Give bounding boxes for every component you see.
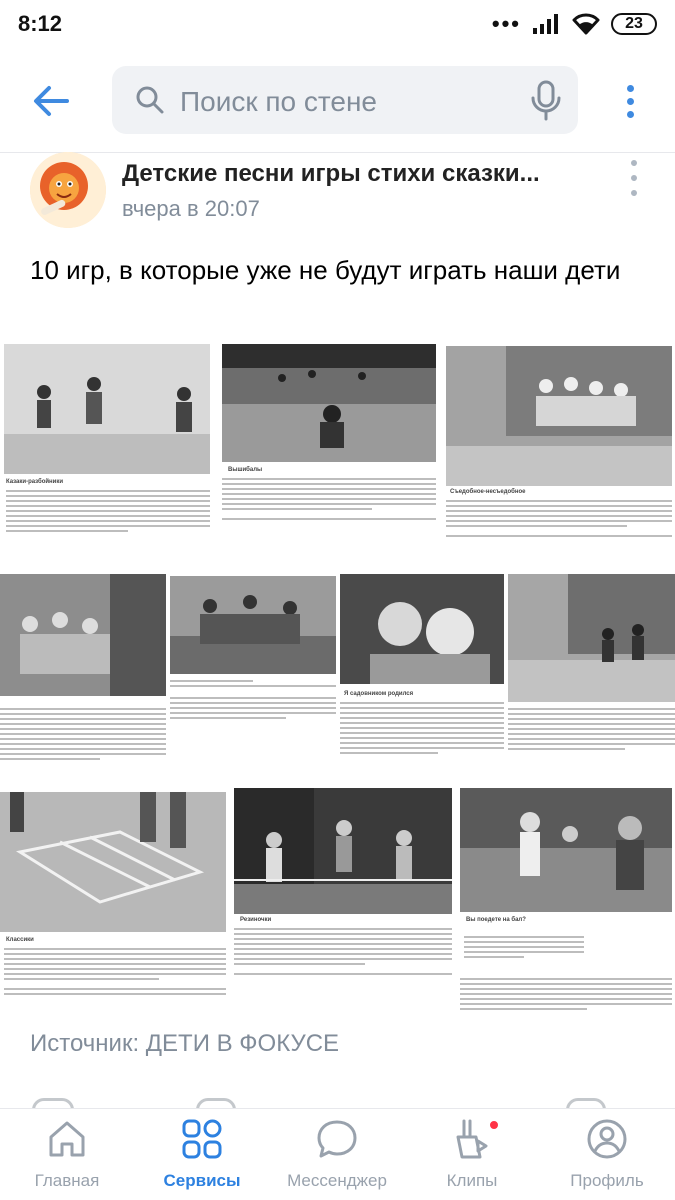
photo-gardener [340, 574, 504, 684]
photo-cossacks [4, 344, 210, 474]
caption-hopscotch: Классики [6, 937, 34, 943]
tab-home[interactable] [7, 1117, 127, 1200]
caption-gardener: Я садовником родился [344, 691, 414, 697]
post-menu-button[interactable] [626, 160, 642, 196]
more-dot-icon [627, 85, 634, 92]
post-author[interactable]: Детские песни игры стихи сказки... [122, 160, 540, 187]
text-block [508, 708, 675, 753]
text-block [4, 948, 226, 998]
more-dot-icon [627, 98, 634, 105]
services-icon [180, 1117, 224, 1161]
text-block [222, 478, 436, 523]
bottom-tab-bar [0, 1108, 675, 1200]
post-source[interactable]: Источник: ДЕТИ В ФОКУСЕ [30, 1030, 340, 1057]
microphone-icon[interactable] [530, 80, 562, 122]
signal-icon [531, 13, 561, 35]
top-bar [0, 60, 675, 140]
tab-label: Сервисы [163, 1171, 241, 1190]
arrow-left-icon [31, 84, 71, 118]
text-block [6, 490, 210, 535]
photo-kids-run [170, 576, 336, 674]
text-block [0, 708, 166, 763]
caption-cossacks: Казаки-разбойники [6, 479, 64, 485]
photo-elastic [234, 788, 452, 914]
tab-label: Профиль [570, 1171, 644, 1190]
status-bar [0, 0, 675, 48]
caption-edible: Съедобное-несъедобное [450, 489, 526, 495]
post-timestamp: вчера в 20:07 [122, 196, 260, 221]
photo-hopscotch [0, 792, 226, 932]
post-text: 10 игр, в которые уже не будут играть наши дети [30, 255, 621, 285]
text-block [460, 978, 672, 1013]
tab-clips[interactable] [412, 1117, 532, 1200]
caption-ball: Вы поедете на бал? [466, 917, 526, 923]
text-block [446, 500, 672, 540]
battery-icon: 23 [611, 13, 657, 35]
text-block [340, 702, 504, 757]
more-dot-icon [627, 111, 634, 118]
caption-dodgeball: Вышибалы [228, 467, 263, 473]
lion-mascot-icon [30, 152, 106, 228]
menu-dot-icon [631, 190, 637, 196]
menu-dot-icon [631, 160, 637, 166]
photo-street [508, 574, 675, 702]
tab-label: Мессенджер [287, 1171, 387, 1190]
tab-label: Клипы [446, 1171, 498, 1190]
post-image-collage[interactable] [0, 338, 675, 1018]
search-placeholder: Поиск по стене [180, 86, 377, 117]
search-icon [134, 84, 166, 116]
header-divider [0, 152, 675, 153]
tab-profile[interactable] [547, 1117, 667, 1200]
tab-label: Главная [34, 1171, 100, 1190]
photo-ball [460, 788, 672, 912]
text-block [170, 680, 336, 722]
status-icons [492, 11, 657, 37]
menu-dot-icon [631, 175, 637, 181]
tab-services[interactable] [142, 1117, 262, 1200]
profile-icon [585, 1117, 629, 1161]
back-button[interactable] [28, 78, 74, 124]
text-block [464, 936, 584, 961]
notification-dots-icon: ••• [491, 11, 521, 36]
messenger-icon [315, 1117, 359, 1161]
more-options-button[interactable] [612, 78, 648, 124]
photo-edible [446, 346, 672, 486]
wifi-icon [571, 13, 601, 35]
tab-messenger[interactable] [277, 1117, 397, 1200]
caption-elastic: Резиночки [240, 917, 272, 923]
photo-dodgeball [222, 344, 436, 462]
new-clips-badge [488, 1119, 500, 1131]
text-block [234, 928, 452, 978]
status-time: 8:12 [18, 11, 63, 36]
search-input[interactable] [112, 66, 578, 134]
community-avatar[interactable] [30, 152, 106, 228]
photo-kids-circle [0, 574, 166, 696]
home-icon [45, 1117, 89, 1161]
